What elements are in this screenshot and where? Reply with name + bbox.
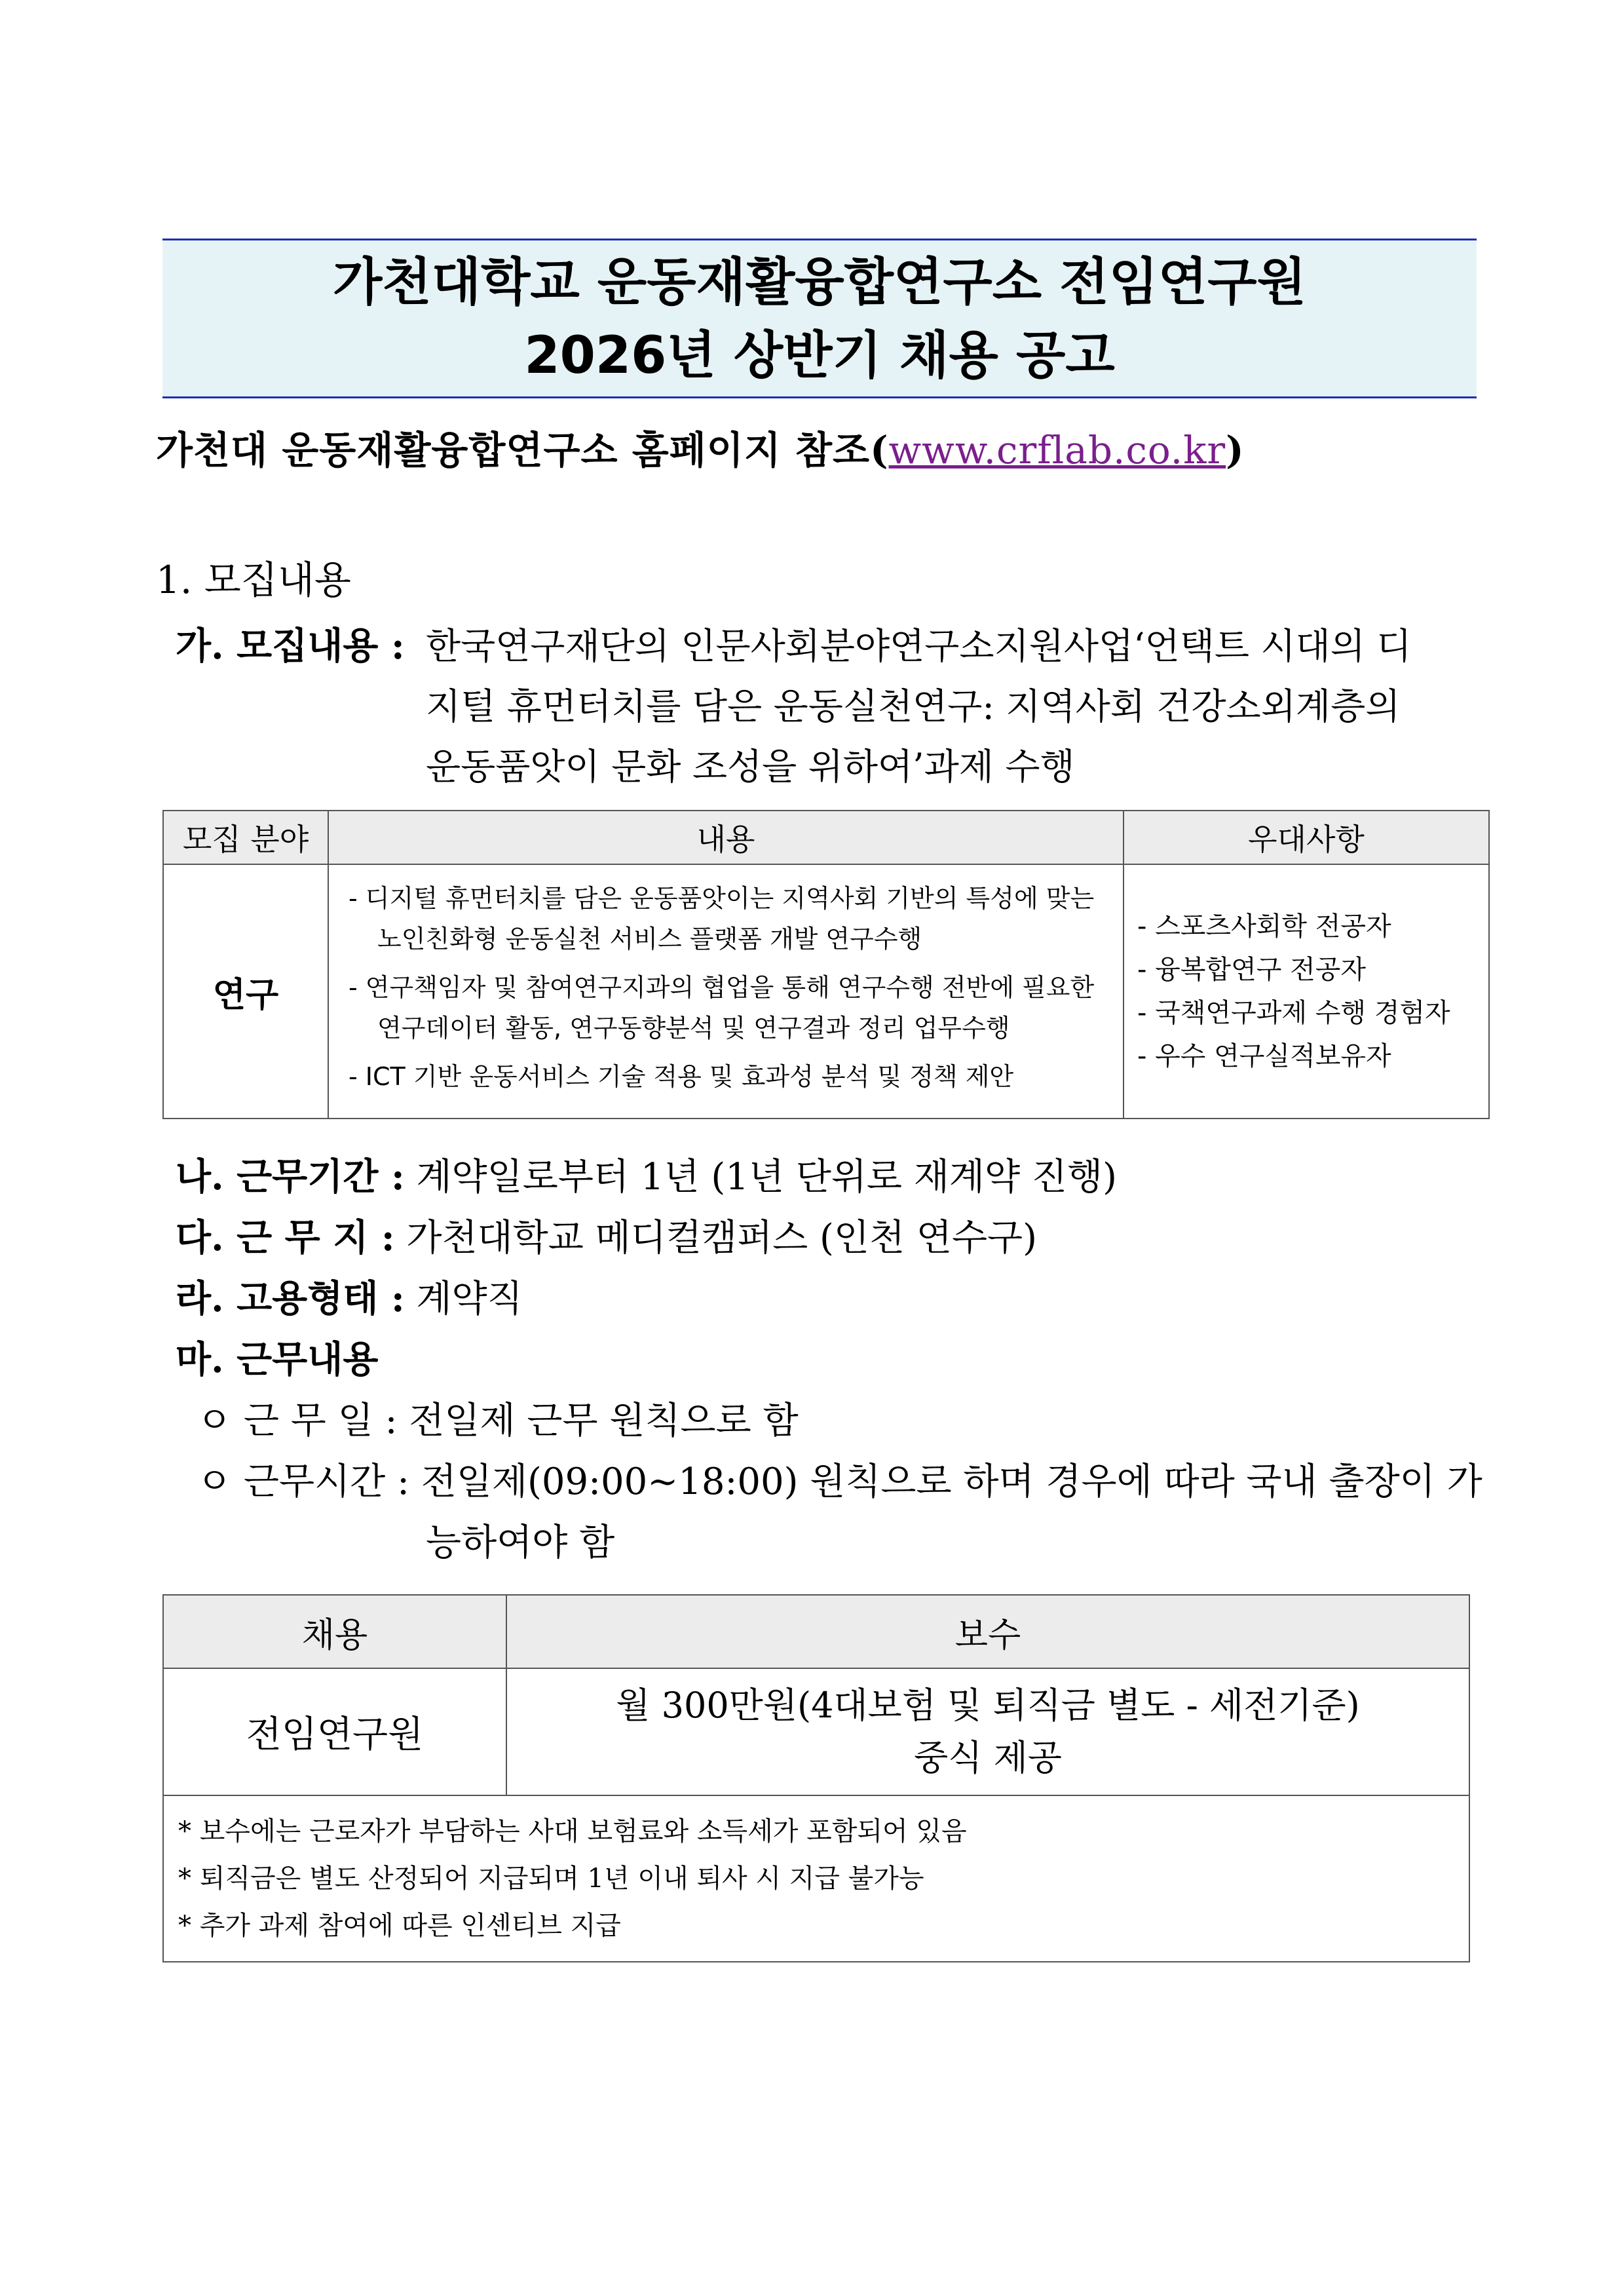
homepage-link[interactable]: www.crflab.co.kr — [888, 428, 1226, 472]
work-period-value: 계약일로부터 1년 (1년 단위로 재계약 진행) — [416, 1156, 1117, 1198]
pay-cell — [506, 1668, 1469, 1795]
work-period — [176, 1148, 1117, 1200]
work-hours-continuation: 능하여야 함 — [426, 1521, 615, 1564]
recruit-line-2: 지털 휴먼터치를 담은 운동실천연구: 지역사회 건강소외계층의 — [426, 685, 1401, 727]
header-preferences: 우대사항 — [1124, 811, 1489, 864]
work-hours-label: ㅇ 근무시간 : — [197, 1461, 409, 1503]
title-line-1: 가천대학교 운동재활융합연구소 전임연구원 — [333, 253, 1306, 312]
employment-type-label: 라. 고용형태 : — [176, 1277, 405, 1320]
recruit-line-1: 한국연구재단의 인문사회분야연구소지원사업‘언택트 시대의 디 — [426, 625, 1412, 667]
preference-item: - 국책연구과제 수행 경험자 — [1137, 998, 1450, 1028]
content-item: - 연구책임자 및 참여연구지과의 협업을 통해 연구수행 전반에 필요한 연구데이터 활동, 연구동향분석 및 연구결과 정리 업무수행 — [349, 973, 1095, 1043]
work-place — [176, 1209, 1037, 1261]
pay-line-2: 중식 제공 — [914, 1737, 1062, 1778]
content-item: - ICT 기반 운동서비스 기술 적용 및 효과성 분석 및 정책 제안 — [349, 1062, 1014, 1091]
work-place-value: 가천대학교 메디컬캠퍼스 (인천 연수구) — [406, 1217, 1037, 1259]
employment-type-value: 계약직 — [416, 1278, 523, 1320]
homepage-suffix: ) — [1226, 428, 1245, 472]
employment-type — [176, 1270, 523, 1322]
title-banner — [162, 239, 1477, 398]
work-days-value: 전일제 근무 원칙으로 함 — [409, 1400, 799, 1442]
title-line-2: 2026년 상반기 채용 공고 — [524, 326, 1115, 385]
recruit-label: 가. 모집내용 : — [176, 624, 405, 668]
header-pay: 보수 — [506, 1595, 1469, 1668]
content-cell — [328, 864, 1124, 1119]
field-research: 연구 — [163, 864, 328, 1119]
note-item: * 추가 과제 참여에 따른 인센티브 지급 — [178, 1911, 621, 1941]
pay-line-1: 월 300만원(4대보험 및 퇴직금 별도 - 세전기준) — [616, 1685, 1360, 1726]
header-position: 채용 — [163, 1595, 506, 1668]
preferences-cell — [1124, 864, 1489, 1119]
preference-item: - 우수 연구실적보유자 — [1137, 1041, 1391, 1071]
preference-item: - 스포츠사회학 전공자 — [1137, 911, 1391, 942]
work-days — [197, 1392, 799, 1444]
work-content-label: 마. 근무내용 — [176, 1338, 379, 1381]
section-1-title: 1. 모집내용 — [156, 558, 351, 602]
content-item: - 디지털 휴먼터치를 담은 운동품앗이는 지역사회 기반의 특성에 맞는 노인친화형 운동실천 서비스 플랫폼 개발 연구수행 — [349, 884, 1095, 953]
work-hours-value: 전일제(09:00~18:00) 원칙으로 하며 경우에 따라 국내 출장이 가 — [421, 1461, 1482, 1503]
recruit-table — [162, 810, 1490, 1119]
work-days-label: ㅇ 근 무 일 : — [197, 1400, 398, 1442]
work-period-label: 나. 근무기간 : — [176, 1155, 405, 1198]
note-item: * 보수에는 근로자가 부담하는 사대 보험료와 소득세가 포함되어 있음 — [178, 1816, 967, 1846]
notes-cell — [163, 1795, 1469, 1962]
homepage-prefix: 가천대 운동재활융합연구소 홈페이지 참조( — [156, 428, 889, 472]
note-item: * 퇴직금은 별도 산정되어 지급되며 1년 이내 퇴사 시 지급 불가능 — [178, 1864, 924, 1894]
compensation-table — [162, 1594, 1470, 1962]
header-content: 내용 — [328, 811, 1124, 864]
header-field: 모집 분야 — [163, 811, 328, 864]
homepage-reference — [156, 419, 1245, 474]
position-cell: 전임연구원 — [163, 1668, 506, 1795]
work-place-label: 다. 근 무 지 : — [176, 1216, 395, 1259]
recruit-line-3: 운동품앗이 문화 조성을 위하여’과제 수행 — [426, 746, 1075, 788]
recruit-description — [426, 616, 1474, 797]
work-hours — [197, 1453, 1482, 1505]
preference-item: - 융복합연구 전공자 — [1137, 955, 1366, 985]
